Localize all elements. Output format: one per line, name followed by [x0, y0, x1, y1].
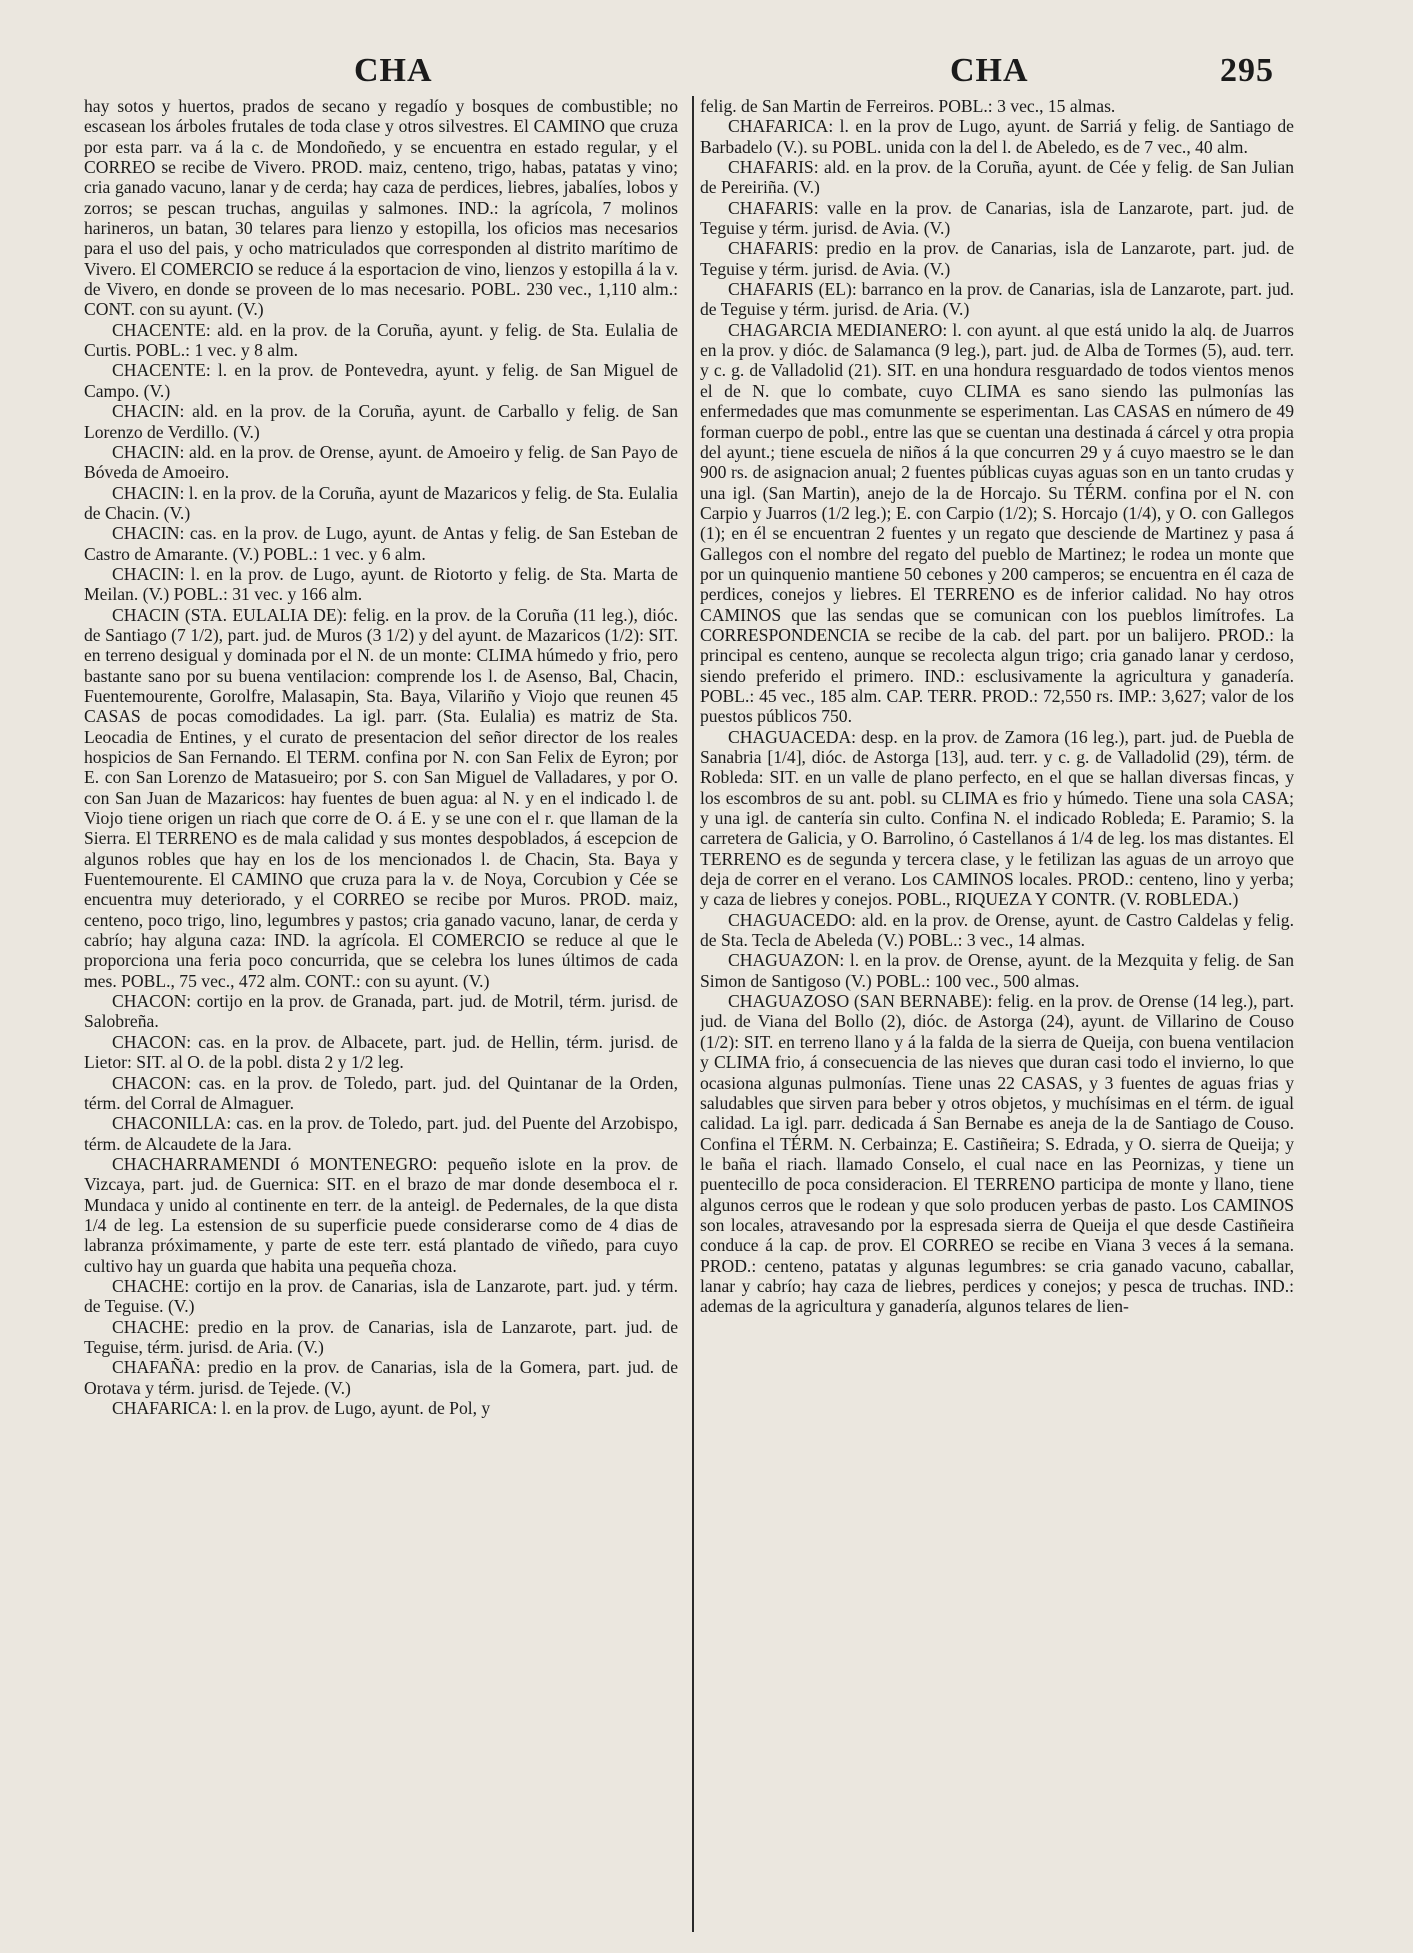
dictionary-entry: CHAFARIS (EL): barranco en la prov. de Canarias, isla de Lanzarote, part. jud. de Teguise y térm. jurisd. de Aria. (V.)	[700, 279, 1294, 320]
right-column	[700, 96, 1294, 1936]
dictionary-entry: CHACIN: l. en la prov. de Lugo, ayunt. de Riotorto y felig. de Sta. Marta de Meilan. (V.) POBL.: 31 vec. y 166 alm.	[84, 563, 678, 605]
dictionary-entry: felig. de San Martin de Ferreiros. POBL.: 3 vec., 15 almas.	[700, 96, 1116, 116]
dictionary-entry: CHAGUACEDO: ald. en la prov. de Orense, ayunt. de Castro Caldelas y felig. de Sta. Tecla de Abeleda (V.) POBL.: 3 vec., 14 almas.	[700, 909, 1294, 951]
dictionary-entry: CHACONILLA: cas. en la prov. de Toledo, part. jud. del Puente del Arzobispo, térm. de Alcaudete de la Jara.	[84, 1113, 678, 1154]
dictionary-entry: CHAFARICA: l. en la prov. de Lugo, ayunt. de Pol, y	[112, 1398, 491, 1418]
dictionary-entry: hay sotos y huertos, prados de secano y regadío y bosques de combustible; no escasean los árboles frutales de toda clase y otros silvestres. El CAMINO que cruza por esta parr. va á la c. de Mondoñedo, y se encuentra en estado regular, y el CORREO se recibe de Vivero. PROD. maiz, centeno, trigo, habas, patatas y vino; cria ganado vacuno, lanar y de cerda; hay caza de perdices, liebres, jabalíes, lobos y zorros; se pescan truchas, anguilas y salmones. IND.: la agrícola, 7 molinos harineros, un batan, 30 telares para lienzo y estopilla, los oficios mas necesarios para el uso del pais, y ocho matriculados que corresponden al distrito marítimo de Vivero. El COMERCIO se reduce á la esportacion de vino, lienzos y estopilla á la v. de Vivero, en donde se proveen de lo mas necesario. POBL. 230 vec., 1,110 alm.: CONT. con su ayunt. (V.)	[84, 96, 678, 320]
left-column	[84, 96, 678, 1936]
dictionary-entry: CHAGUAZOSO (SAN BERNABE): felig. en la prov. de Orense (14 leg.), part. jud. de Viana del Bollo (2), dióc. de Astorga (24), ayunt. de Villarino de Couso (1/2): SIT. en terreno llano y á la falda de la sierra de Queija, con buena ventilacion y CLIMA frio, á consecuencia de las nieves que duran casi todo el invierno, lo que ocasiona algunas pulmonías. Tiene unas 22 CASAS, y 3 fuentes de aguas frias y saludables que sirven para beber y otros objetos, y muchísimas en el térm. de igual calidad. La igl. parr. dedicada á San Bernabe es aneja de la de Santiago de Couso. Confina el TÉRM. N. Cerbainza; E. Castiñeira; S. Edrada, y O. sierra de Queija; y le baña el riach. llamado Conselo, el cual nace en las Peornizas, y tiene un puentecillo de poca consideracion. El TERRENO participa de monte y llano, tiene algunos cerros que le rodean y que solo producen yerbas de pasto. Los CAMINOS son locales, atravesando por la espresada sierra de Queija el que desde Castiñeira conduce á la cap. de prov. El CORREO se recibe en Viana 3 veces á la semana. PROD.: centeno, patatas y algunas legumbres: se cria ganado vacuno, caballar, lanar y cabrío; hay caza de liebres, perdices y conejos; y pesca de truchas. IND.: ademas de la agricultura y ganadería, algunos telares de lien-	[700, 991, 1294, 1317]
dictionary-entry: CHACIN: ald. en la prov. de Orense, ayunt. de Amoeiro y felig. de San Payo de Bóveda de Amoeiro.	[84, 441, 678, 483]
dictionary-entry: CHAFARIS: valle en la prov. de Canarias, isla de Lanzarote, part. jud. de Teguise y térm. jurisd. de Avia. (V.)	[700, 197, 1294, 239]
page-number: 295	[1220, 52, 1274, 89]
dictionary-entry: CHAGUAZON: l. en la prov. de Orense, ayunt. de la Mezquita y felig. de San Simon de Santigoso (V.) POBL.: 100 vec., 500 almas.	[700, 950, 1294, 991]
dictionary-entry: CHACIN: cas. en la prov. de Lugo, ayunt. de Antas y felig. de San Esteban de Castro de Amarante. (V.) POBL.: 1 vec. y 6 alm.	[84, 523, 678, 564]
dictionary-entry: CHACHE: predio en la prov. de Canarias, isla de Lanzarote, part. jud. de Teguise, térm. jurisd. de Aria. (V.)	[84, 1316, 678, 1357]
dictionary-entry: CHACHE: cortijo en la prov. de Canarias, isla de Lanzarote, part. jud. y térm. de Teguise. (V.)	[84, 1275, 678, 1317]
dictionary-entry: CHACON: cas. en la prov. de Toledo, part. jud. del Quintanar de la Orden, térm. del Corral de Almaguer.	[84, 1072, 678, 1113]
dictionary-entry: CHAFARIS: predio en la prov. de Canarias, isla de Lanzarote, part. jud. de Teguise y térm. jurisd. de Avia. (V.)	[700, 238, 1294, 279]
dictionary-entry: CHACON: cortijo en la prov. de Granada, part. jud. de Motril, térm. jurisd. de Salobreña.	[84, 991, 678, 1032]
dictionary-entry: CHACENTE: l. en la prov. de Pontevedra, ayunt. y felig. de San Miguel de Campo. (V.)	[84, 360, 678, 401]
running-head-right: CHA	[950, 52, 1029, 89]
dictionary-entry: CHAFARIS: ald. en la prov. de la Coruña, ayunt. de Cée y felig. de San Julian de Pereiriña. (V.)	[700, 157, 1294, 198]
dictionary-entry: CHAFAÑA: predio en la prov. de Canarias, isla de la Gomera, part. jud. de Orotava y térm. jurisd. de Tejede. (V.)	[84, 1357, 678, 1398]
dictionary-entry: CHACIN: l. en la prov. de la Coruña, ayunt de Mazaricos y felig. de Sta. Eulalia de Chacin. (V.)	[84, 482, 678, 523]
dictionary-entry: CHAGUACEDA: desp. en la prov. de Zamora (16 leg.), part. jud. de Puebla de Sanabria [1/4], dióc. de Astorga [13], aud. terr. y c. g. de Valladolid (29), térm. de Robleda: SIT. en un valle de plano perfecto, en el que se hallan diversas fincas, y los escombros de su ant. pobl. su CLIMA es frio y húmedo. Tiene una sola CASA; y una igl. de cantería sin culto. Confina N. el indicado Robleda; E. Paramio; S. la carretera de Galicia, y O. Barrolino, ó Castellanos á 1/4 de leg. los mas distantes. El TERRENO es de segunda y tercera clase, y le fetilizan las aguas de un arroyo que deja de correr en el verano. Los CAMINOS locales. PROD.: centeno, lino y yerba; y caza de liebres y conejos. POBL., RIQUEZA Y CONTR. (V. ROBLEDA.)	[700, 726, 1294, 910]
dictionary-entry: CHACON: cas. en la prov. de Albacete, part. jud. de Hellin, térm. jurisd. de Lietor: SIT. al O. de la pobl. dista 2 y 1/2 leg.	[84, 1031, 678, 1073]
dictionary-entry: CHAGARCIA MEDIANERO: l. con ayunt. al que está unido la alq. de Juarros en la prov. y dióc. de Salamanca (9 leg.), part. jud. de Alba de Tormes (5), aud. terr. y c. g. de Valladolid (21). SIT. en una hondura resguardado de todos vientos menos el de N. que lo combate, cuyo CLIMA es sano siendo las pulmonías las enfermedades que mas comunmente se esperimentan. Las CASAS en número de 49 forman cuerpo de pobl., entre las que se cuentan una destinada á cárcel y otra propia del ayunt.; tiene escuela de niños á la que concurren 29 y á cuyo maestro se le dan 900 rs. de asignacion anual; 2 fuentes públicas cuyas aguas son en un tanto crudas y una igl. (San Martin), anejo de la de Horcajo. Su TÉRM. confina por el N. con Carpio y Juarros (1/2 leg.); E. con Carpio (1/2); S. Horcajo (1/4), y O. con Gallegos (1); en él se encuentran 2 fuentes y un regato que desciende de Martinez y pasa á Gallegos con el nombre del regato del pueblo de Martinez; le rodea un monte que por un quinquenio mantiene 50 cebones y 200 camperos; se encuentra en él caza de perdices, conejos y liebres. El TERRENO es de inferior calidad. No hay otros CAMINOS que las sendas que se comunican con los pueblos limítrofes. La CORRESPONDENCIA se recibe de la cab. del part. por un balijero. PROD.: la principal es centeno, aunque se recolecta algun trigo; cria ganado lanar y cerdoso, siendo preferido el primero. IND.: esclusivamente la agricultura y ganadería. POBL.: 45 vec., 185 alm. CAP. TERR. PROD.: 72,550 rs. IMP.: 3,627; valor de los puestos públicos 750.	[700, 319, 1294, 727]
dictionary-entry: CHACENTE: ald. en la prov. de la Coruña, ayunt. y felig. de Sta. Eulalia de Curtis. POBL.: 1 vec. y 8 alm.	[84, 319, 678, 361]
dictionary-entry: CHACHARRAMENDI ó MONTENEGRO: pequeño islote en la prov. de Vizcaya, part. jud. de Guernica: SIT. en el brazo de mar donde desemboca el r. Mundaca y unido al continente en terr. de la anteigl. de Pedernales, de la que dista 1/4 de leg. La estension de su superficie puede considerarse como de 4 dias de labranza próximamente, y parte de este terr. está plantado de viñedo, para cuyo cultivo hay un guarda que habita una pequeña choza.	[84, 1153, 678, 1276]
column-divider	[692, 96, 694, 1932]
dictionary-entry: CHACIN: ald. en la prov. de la Coruña, ayunt. de Carballo y felig. de San Lorenzo de Verdillo. (V.)	[84, 401, 678, 442]
dictionary-entry: CHACIN (STA. EULALIA DE): felig. en la prov. de la Coruña (11 leg.), dióc. de Santiago (7 1/2), part. jud. de Muros (3 1/2) y del ayunt. de Mazaricos (1/2): SIT. en terreno desigual y dominada por el N. de un monte: CLIMA húmedo y frio, pero bastante sano por su buena ventilacion: comprende los l. de Asenso, Bal, Chacin, Fuentemourente, Gorolfre, Malasapin, Sta. Baya, Vilariño y Viojo que reunen 45 CASAS de pocas comodidades. La igl. parr. (Sta. Eulalia) es matriz de Sta. Leocadia de Entines, y el curato de presentacion del señor director de los reales hospicios de San Fernando. El TERM. confina por N. con San Felix de Eyron; por E. con San Lorenzo de Matasueiro; por S. con San Miguel de Valladares, y por O. con San Juan de Mazaricos: hay fuentes de buen agua: al N. y en el indicado l. de Viojo tiene origen un riach que corre de O. á E. y se une con el r. que llaman de la Sierra. El TERRENO es de mala calidad y sus montes despoblados, á escepcion de algunos robles que hay en los de los mencionados l. de Chacin, Sta. Baya y Fuentemourente. El CAMINO que cruza para la v. de Noya, Corcubion y Cée se encuentra muy deteriorado, y el CORREO se recibe por Muros. PROD. maiz, centeno, poco trigo, lino, legumbres y pastos; cria ganado vacuno, lanar, de cerda y cabrío; hay alguna caza: IND. la agrícola. El COMERCIO se reduce al que le proporciona una feria poco concurrida, que se celebra los lunes últimos de cada mes. POBL., 75 vec., 472 alm. CONT.: con su ayunt. (V.)	[84, 604, 678, 991]
running-head-left: CHA	[354, 52, 433, 89]
dictionary-entry: CHAFARICA: l. en la prov de Lugo, ayunt. de Sarriá y felig. de Santiago de Barbadelo (V.). su POBL. unida con la del l. de Abeledo, es de 7 vec., 40 alm.	[700, 116, 1294, 157]
